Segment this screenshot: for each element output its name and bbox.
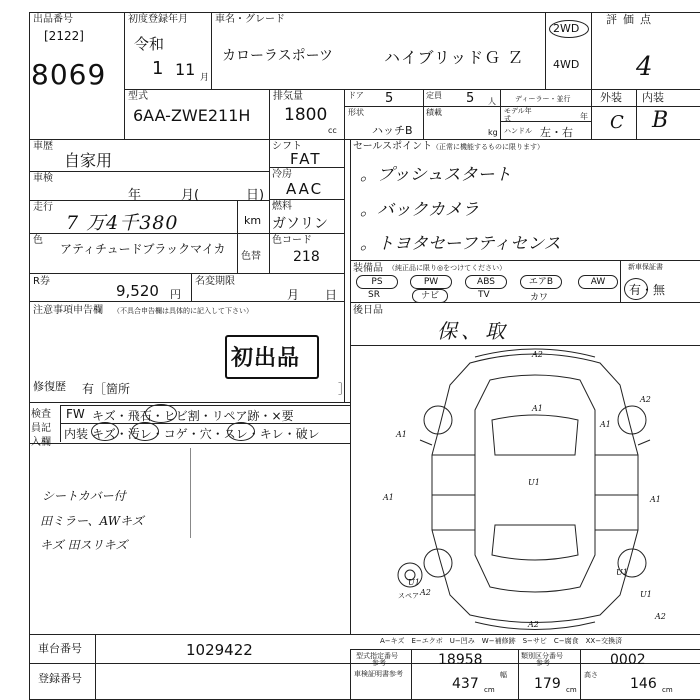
damage-mark: A1 (383, 493, 394, 502)
check-circle (227, 422, 255, 441)
color-code-label: 色コード (272, 235, 312, 246)
grid-line (211, 12, 212, 89)
car-name: カローラスポーツ (222, 48, 334, 64)
load-unit: kg (488, 128, 498, 137)
grid-line (60, 405, 61, 442)
damage-mark: A1 (396, 430, 407, 439)
dims-height-label: 高さ (584, 671, 598, 679)
grid-line (591, 89, 700, 90)
recycle-label: R券 (33, 276, 50, 287)
capacity-value: 5 (466, 91, 475, 106)
warranty-value: 有・無 (629, 283, 666, 297)
afterfit-value: 保、取 (437, 319, 509, 343)
equip-pw: PW (410, 275, 452, 289)
warranty-label: 新車保証書 (628, 263, 663, 271)
repair-value: 有［箇所 (82, 382, 131, 396)
notes-sub: （不具合申告欄は具体的に記入して下さい） (113, 307, 253, 315)
check-circle (145, 404, 177, 423)
damage-mark: U1 (408, 578, 420, 587)
grid-line (591, 106, 700, 107)
grid-line (269, 139, 270, 273)
color-swap-label: 色替 (241, 251, 261, 262)
equipment-sub: （純正品に限り◎をつけてください） (388, 264, 507, 272)
grid-line (500, 89, 501, 139)
dims-length: 437 (452, 676, 479, 692)
recycle-unit: 円 (170, 288, 181, 301)
equip-leather: カワ (530, 293, 549, 303)
model-label: 型式 (128, 91, 148, 102)
afterfit-label: 後日品 (353, 305, 383, 316)
model-code: 6AA-ZWE211H (133, 106, 251, 125)
class-no-label: 類別区分番号 (521, 652, 563, 660)
grid-line (350, 649, 351, 700)
first-reg-year: 1 (152, 58, 164, 79)
dims-height-unit: cm (662, 686, 673, 694)
grid-line (545, 12, 546, 89)
model-year-label: モデル年式 (504, 107, 532, 123)
lot-label: 出品番号 (33, 14, 73, 25)
grid-line (350, 260, 700, 261)
type-approval-sub: 参考 (372, 659, 386, 667)
mileage-value: 7 万4千380 (66, 212, 179, 234)
inspection-year: 年 (128, 188, 142, 203)
grid-line (237, 200, 238, 233)
equip-sr: SR (368, 290, 380, 300)
color-label: 色 (33, 235, 43, 246)
interior-label: 内装 (642, 91, 664, 104)
body-shape-value: ハッチB (372, 124, 413, 137)
repair-close: ］ (338, 382, 351, 396)
rating-label: 評価点 (606, 13, 657, 26)
grid-line (29, 443, 350, 444)
car-name-label: 車名・グレード (215, 14, 285, 25)
usage-label: 車歴 (33, 141, 53, 152)
capacity-label: 定員 (426, 91, 442, 100)
dims-width: 179 (534, 676, 561, 692)
damage-mark: A2 (640, 395, 651, 404)
inspector-label: 検査員記入欄 (31, 409, 51, 448)
checklist-int-prefix: 内装 (64, 427, 89, 441)
drive-4wd: 4WD (553, 58, 580, 71)
grid-line (269, 199, 344, 200)
grid-line (636, 89, 637, 139)
interior-grade: B (652, 108, 669, 133)
grid-line (95, 634, 96, 700)
inspection-label: 車検 (33, 173, 53, 184)
equipment-label: 装備品 (353, 263, 383, 274)
grid-line (344, 106, 591, 107)
grid-line (344, 139, 345, 402)
damage-mark: A1 (650, 495, 661, 504)
equip-abs: ABS (465, 275, 507, 289)
sales-points-label: セールスポイント (353, 141, 433, 152)
dims-width-unit: cm (566, 686, 577, 694)
grid-line (237, 233, 238, 273)
color-value: アティチュードブラックマイカ (60, 242, 226, 256)
first-reg-month: 11 (175, 60, 196, 79)
name-change-label: 名変期限 (195, 276, 235, 287)
vertical-rule (190, 448, 191, 538)
lot-number: 8069 (31, 58, 107, 91)
mileage-label: 走行 (33, 202, 53, 213)
first-reg-era: 令和 (134, 35, 165, 53)
dims-label: 車検証明書参考 (354, 670, 403, 678)
exterior-label: 外装 (600, 91, 622, 104)
equip-tv: TV (478, 290, 490, 300)
equip-navi: ナビ (412, 289, 448, 303)
grid-line (60, 405, 350, 406)
drive-2wd: 2WD (553, 22, 580, 35)
grid-line (269, 89, 270, 139)
doors-label: ドア (348, 91, 364, 100)
spare-label: スペア (398, 592, 419, 600)
damage-mark: A2 (420, 588, 431, 597)
hand-note-2: 田ミラー、AWキズ (40, 514, 144, 528)
fuel-value: ガソリン (272, 216, 328, 232)
usage-value: 自家用 (64, 151, 113, 170)
check-circle (91, 422, 119, 441)
notes-label: 注意事項申告欄 (33, 305, 103, 316)
rating-score: 4 (636, 52, 653, 82)
grid-line (191, 273, 192, 301)
grid-line (350, 402, 351, 634)
displacement-label: 排気量 (273, 91, 303, 102)
first-listing-text: 初出品 (231, 346, 301, 371)
checklist-fw-items: キズ・飛石・ヒビ割・リペア跡・×要 (92, 409, 294, 423)
grid-line (124, 12, 125, 139)
checklist-int-items: キズ・汚レ・コゲ・穴・スレ・キレ・破レ (92, 427, 320, 441)
damage-mark: U1 (640, 590, 652, 599)
car-grade: ハイブリッドＧ Ｚ (384, 48, 525, 67)
dims-length-unit: cm (484, 686, 495, 694)
lot-sub: [2122] (44, 29, 84, 43)
damage-legend: A−キズ E−エクボ U−凹み W−補修跡 S−サビ C−腐食 XX−交換済 (380, 637, 623, 645)
damage-mark: A2 (528, 620, 539, 629)
check-circle (131, 422, 159, 441)
grid-line (29, 402, 350, 403)
displacement-value: 1800 (284, 105, 328, 125)
sales-point-1: 。プッシュスタート (360, 165, 512, 185)
dims-height: 146 (630, 676, 657, 692)
grid-line (29, 273, 344, 274)
dims-width-label: 幅 (500, 671, 507, 679)
body-shape-label: 形状 (348, 108, 364, 117)
damage-mark: U1 (616, 568, 628, 577)
name-change-day: 日 (325, 288, 338, 302)
class-no-sub: 参考 (536, 659, 550, 667)
first-reg-month-unit: 月 (200, 73, 210, 83)
grid-line (423, 89, 424, 139)
exterior-grade: C (610, 112, 624, 133)
grid-line (344, 89, 345, 139)
grid-line (124, 89, 591, 90)
grid-line (29, 200, 269, 201)
grid-line (350, 139, 351, 402)
grid-line (29, 139, 700, 140)
grid-line (411, 649, 412, 700)
chassis-value: 1029422 (186, 641, 253, 659)
capacity-unit: 人 (488, 97, 496, 106)
first-reg-label: 初度登録年月 (128, 14, 188, 25)
checklist-fw-prefix: FW (66, 407, 85, 421)
dealer-label: ディーラー・並行 (515, 95, 571, 103)
inspection-day: 日) (246, 188, 265, 203)
type-approval-value: 18958 (438, 652, 483, 668)
color-code-value: 218 (293, 249, 320, 265)
grid-line (29, 171, 269, 172)
grid-line (518, 649, 519, 700)
type-approval-label: 型式指定番号 (356, 652, 398, 660)
load-label: 積載 (426, 108, 442, 117)
chassis-label: 車台番号 (38, 642, 82, 655)
hand-note-1: シートカバー付 (42, 489, 126, 503)
grid-line (591, 12, 592, 139)
repair-label: 修復歴 (33, 380, 66, 393)
damage-mark: U1 (528, 478, 540, 487)
handle-value: 左・右 (540, 126, 573, 139)
grid-line (350, 649, 700, 650)
hand-note-3: キズ 田スリキズ (40, 538, 128, 552)
equip-aw: AW (578, 275, 618, 289)
ac-value: AAC (286, 180, 324, 198)
recycle-value: 9,520 (116, 282, 159, 300)
displacement-unit: cc (328, 126, 337, 135)
model-year-unit: 年 (580, 112, 588, 121)
damage-mark: A1 (532, 404, 543, 413)
damage-mark: A1 (600, 420, 611, 429)
name-change-month: 月 (287, 288, 300, 302)
reg-no-label: 登録番号 (38, 672, 82, 685)
sales-point-3: 。トヨタセーフティセンス (360, 234, 561, 254)
fuel-label: 燃料 (272, 201, 292, 212)
equip-airbag: エアB (520, 275, 562, 289)
handle-label: ハンドル (504, 127, 532, 135)
shift-label: シフト (272, 141, 302, 152)
mileage-unit: km (244, 214, 262, 227)
damage-mark: A2 (655, 612, 666, 621)
grid-line (350, 302, 700, 303)
grid-line (580, 649, 581, 700)
doors-value: 5 (385, 91, 394, 106)
class-no-value: 0002 (610, 652, 646, 668)
equip-ps: PS (356, 275, 398, 289)
grid-line (620, 260, 621, 302)
shift-value: FAT (290, 150, 322, 168)
sales-point-2: 。バックカメラ (360, 200, 479, 220)
ac-label: 冷房 (272, 169, 292, 180)
grid-line (29, 663, 700, 664)
sales-points-sub: （正常に機能するものに限ります） (432, 143, 544, 151)
damage-mark: A2 (532, 350, 543, 359)
inspection-month: 月( (181, 188, 200, 203)
